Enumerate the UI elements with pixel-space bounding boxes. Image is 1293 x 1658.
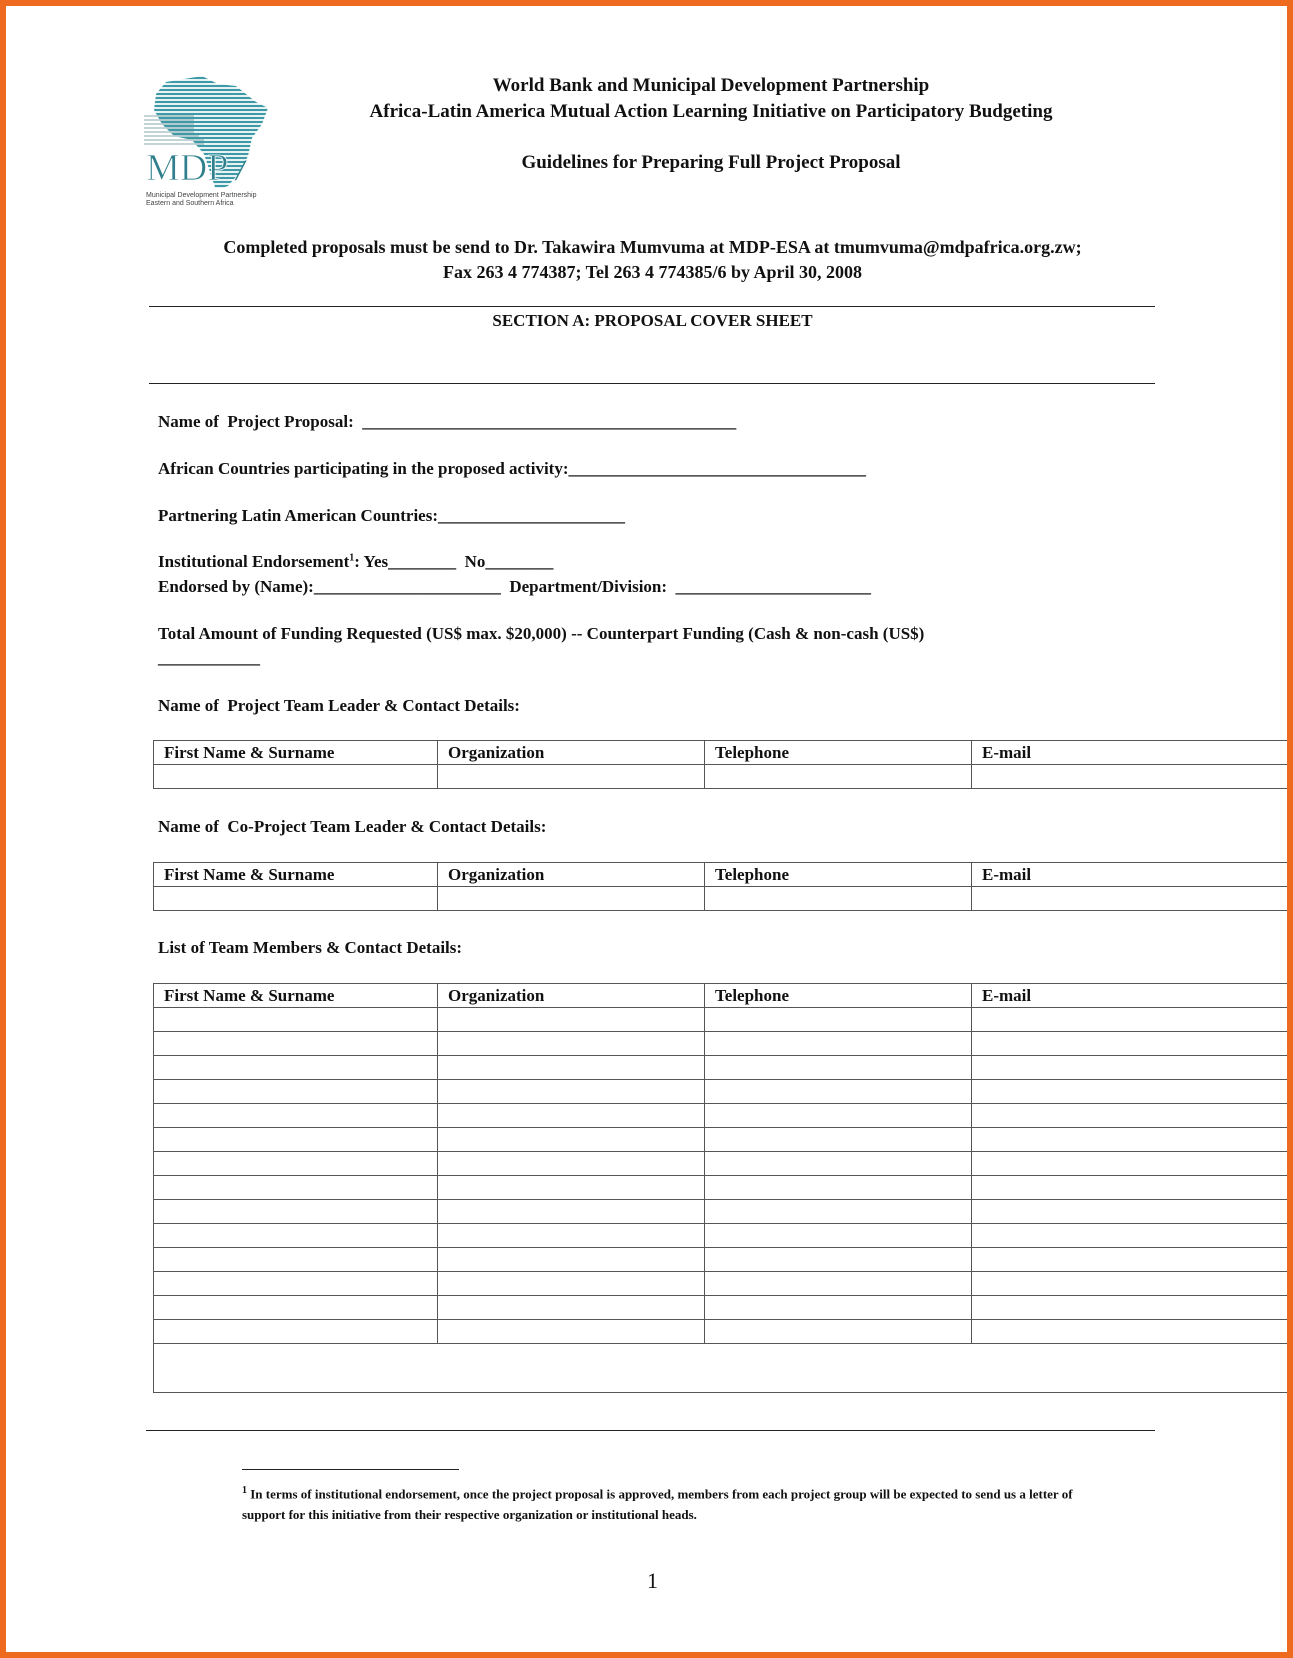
- table-cell[interactable]: [438, 1080, 705, 1104]
- divider: [149, 383, 1155, 384]
- table-cell[interactable]: [972, 1152, 1293, 1176]
- table-cell[interactable]: [972, 1296, 1293, 1320]
- footnote-marker: 1: [242, 1485, 247, 1496]
- table-header-row: [154, 863, 1293, 887]
- endorsement-options: : Yes________ No________: [354, 552, 554, 571]
- table-cell[interactable]: [438, 1320, 705, 1344]
- table-cell[interactable]: [438, 765, 705, 789]
- table-cell[interactable]: [438, 1008, 705, 1032]
- table-cell[interactable]: [705, 887, 972, 911]
- table-cell[interactable]: [438, 1104, 705, 1128]
- table-cell[interactable]: [972, 1104, 1293, 1128]
- footnote-text: In terms of institutional endorsement, once the project proposal is approved, members from each project group will be expected to send us a letter of support for this initiative from their respective organization or institutional heads.: [242, 1486, 1073, 1523]
- table-cell[interactable]: [972, 1224, 1293, 1248]
- column-header: Telephone: [705, 863, 972, 887]
- table-cell[interactable]: [705, 1296, 972, 1320]
- logo-subtext-2: Eastern and Southern Africa: [146, 200, 234, 207]
- table-cell[interactable]: [154, 1296, 438, 1320]
- table-row: [154, 1248, 1293, 1272]
- table-row: [154, 1176, 1293, 1200]
- footnote: [242, 1480, 1102, 1525]
- table-cell[interactable]: [972, 1032, 1293, 1056]
- column-header: Organization: [438, 741, 705, 765]
- table-cell[interactable]: [154, 1200, 438, 1224]
- column-header: Telephone: [705, 741, 972, 765]
- table-cell[interactable]: [438, 1224, 705, 1248]
- table-cell[interactable]: [705, 1008, 972, 1032]
- endorsement-field: [158, 552, 553, 572]
- column-header: Telephone: [705, 984, 972, 1008]
- table-cell[interactable]: [154, 1104, 438, 1128]
- column-header: First Name & Surname: [154, 863, 438, 887]
- table-cell[interactable]: [972, 1056, 1293, 1080]
- logo-subtext-1: Municipal Development Partnership: [146, 192, 257, 199]
- table-row: [154, 1056, 1293, 1080]
- table-cell[interactable]: [972, 765, 1293, 789]
- column-header: E-mail: [972, 863, 1293, 887]
- column-header: First Name & Surname: [154, 984, 438, 1008]
- table-row: [154, 1128, 1293, 1152]
- table-header-row: [154, 984, 1293, 1008]
- funding-blank: ____________: [158, 648, 260, 667]
- table-cell[interactable]: [438, 1200, 705, 1224]
- table-cell[interactable]: [972, 1200, 1293, 1224]
- table-cell[interactable]: [154, 1272, 438, 1296]
- column-header: E-mail: [972, 984, 1293, 1008]
- project-name-field: Name of Project Proposal: ____________________________________________: [158, 412, 737, 431]
- table-cell[interactable]: [154, 1320, 438, 1344]
- table-cell[interactable]: [438, 1032, 705, 1056]
- table-cell[interactable]: [705, 1248, 972, 1272]
- submission-line-1: Completed proposals must be send to Dr. Takawira Mumvuma at MDP-ESA at tmumvuma@mdpafrica.org.zw;: [223, 237, 1082, 257]
- column-header: E-mail: [972, 741, 1293, 765]
- table-row: [154, 887, 1293, 911]
- table-cell[interactable]: [972, 1128, 1293, 1152]
- leader-table: [153, 740, 1293, 789]
- table-row: [154, 1080, 1293, 1104]
- table-cell[interactable]: [972, 1248, 1293, 1272]
- table-row: [154, 1008, 1293, 1032]
- table-row: [154, 1224, 1293, 1248]
- table-row: [154, 1104, 1293, 1128]
- table-cell[interactable]: [154, 1080, 438, 1104]
- table-cell[interactable]: [972, 1080, 1293, 1104]
- table-cell[interactable]: [154, 1152, 438, 1176]
- page-number: 1: [647, 1568, 658, 1593]
- table-cell[interactable]: [705, 1272, 972, 1296]
- table-row: [154, 1200, 1293, 1224]
- table-cell[interactable]: [154, 1248, 438, 1272]
- org-line: World Bank and Municipal Development Partnership: [492, 75, 930, 96]
- table-cell[interactable]: [972, 887, 1293, 911]
- svg-text:/: /: [236, 154, 245, 187]
- svg-text:MDP: MDP: [146, 147, 229, 189]
- table-cell[interactable]: [154, 765, 438, 789]
- table-cell[interactable]: [154, 1176, 438, 1200]
- table-cell[interactable]: [438, 1248, 705, 1272]
- table-cell[interactable]: [705, 1128, 972, 1152]
- logo-subtext: [146, 192, 286, 208]
- table-cell[interactable]: [972, 1320, 1293, 1344]
- column-header: Organization: [438, 984, 705, 1008]
- leader-table-title: Name of Project Team Leader & Contact Details:: [158, 696, 520, 715]
- column-header: First Name & Surname: [154, 741, 438, 765]
- divider: [149, 306, 1155, 307]
- table-cell[interactable]: [154, 1344, 1293, 1393]
- table-cell[interactable]: [705, 1032, 972, 1056]
- table-cell[interactable]: [972, 1176, 1293, 1200]
- table-cell[interactable]: [705, 765, 972, 789]
- doc-title: Guidelines for Preparing Full Project Proposal: [521, 152, 901, 173]
- table-row: [154, 1296, 1293, 1320]
- table-cell[interactable]: [438, 1056, 705, 1080]
- table-cell[interactable]: [705, 1176, 972, 1200]
- members-table: [153, 983, 1293, 1393]
- table-cell[interactable]: [438, 887, 705, 911]
- table-header-row: [154, 741, 1293, 765]
- table-cell[interactable]: [705, 1080, 972, 1104]
- initiative-line: Africa-Latin America Mutual Action Learning Initiative on Participatory Budgeting: [369, 101, 1053, 122]
- funding-field: Total Amount of Funding Requested (US$ max. $20,000) -- Counterpart Funding (Cash & non-cash (US$): [158, 624, 925, 643]
- table-cell[interactable]: [705, 1104, 972, 1128]
- table-row: [154, 1032, 1293, 1056]
- table-cell[interactable]: [154, 887, 438, 911]
- table-cell[interactable]: [438, 1152, 705, 1176]
- table-cell[interactable]: [154, 1224, 438, 1248]
- table-cell[interactable]: [705, 1200, 972, 1224]
- endorsement-label: Institutional Endorsement: [158, 552, 350, 571]
- table-cell[interactable]: [438, 1128, 705, 1152]
- co-leader-table-title: Name of Co-Project Team Leader & Contact Details:: [158, 817, 547, 836]
- divider: [146, 1430, 1155, 1431]
- members-table-title: List of Team Members & Contact Details:: [158, 938, 463, 957]
- submission-line-2: Fax 263 4 774387; Tel 263 4 774385/6 by April 30, 2008: [442, 262, 863, 282]
- table-row: [154, 1272, 1293, 1296]
- table-row: [154, 1152, 1293, 1176]
- table-cell[interactable]: [972, 1008, 1293, 1032]
- table-cell[interactable]: [438, 1272, 705, 1296]
- table-row: [154, 1344, 1293, 1393]
- table-row: [154, 1320, 1293, 1344]
- latin-countries-field: Partnering Latin American Countries:______________________: [158, 506, 625, 525]
- footnote-divider: [242, 1469, 459, 1470]
- table-cell[interactable]: [705, 1152, 972, 1176]
- table-cell[interactable]: [154, 1128, 438, 1152]
- table-cell[interactable]: [705, 1224, 972, 1248]
- section-title: SECTION A: PROPOSAL COVER SHEET: [492, 311, 813, 330]
- table-row: [154, 765, 1293, 789]
- table-cell[interactable]: [154, 1032, 438, 1056]
- column-header: Organization: [438, 863, 705, 887]
- table-cell[interactable]: [705, 1320, 972, 1344]
- co-leader-table: [153, 862, 1293, 911]
- table-cell[interactable]: [438, 1176, 705, 1200]
- footnote-marker: 1: [349, 552, 355, 564]
- table-cell[interactable]: [438, 1296, 705, 1320]
- table-cell[interactable]: [154, 1056, 438, 1080]
- table-cell[interactable]: [705, 1056, 972, 1080]
- endorsed-by-field: Endorsed by (Name):______________________ Department/Division: _______________________: [158, 577, 872, 596]
- table-cell[interactable]: [154, 1008, 438, 1032]
- table-cell[interactable]: [972, 1272, 1293, 1296]
- african-countries-field: African Countries participating in the proposed activity:___________________________________: [158, 459, 867, 478]
